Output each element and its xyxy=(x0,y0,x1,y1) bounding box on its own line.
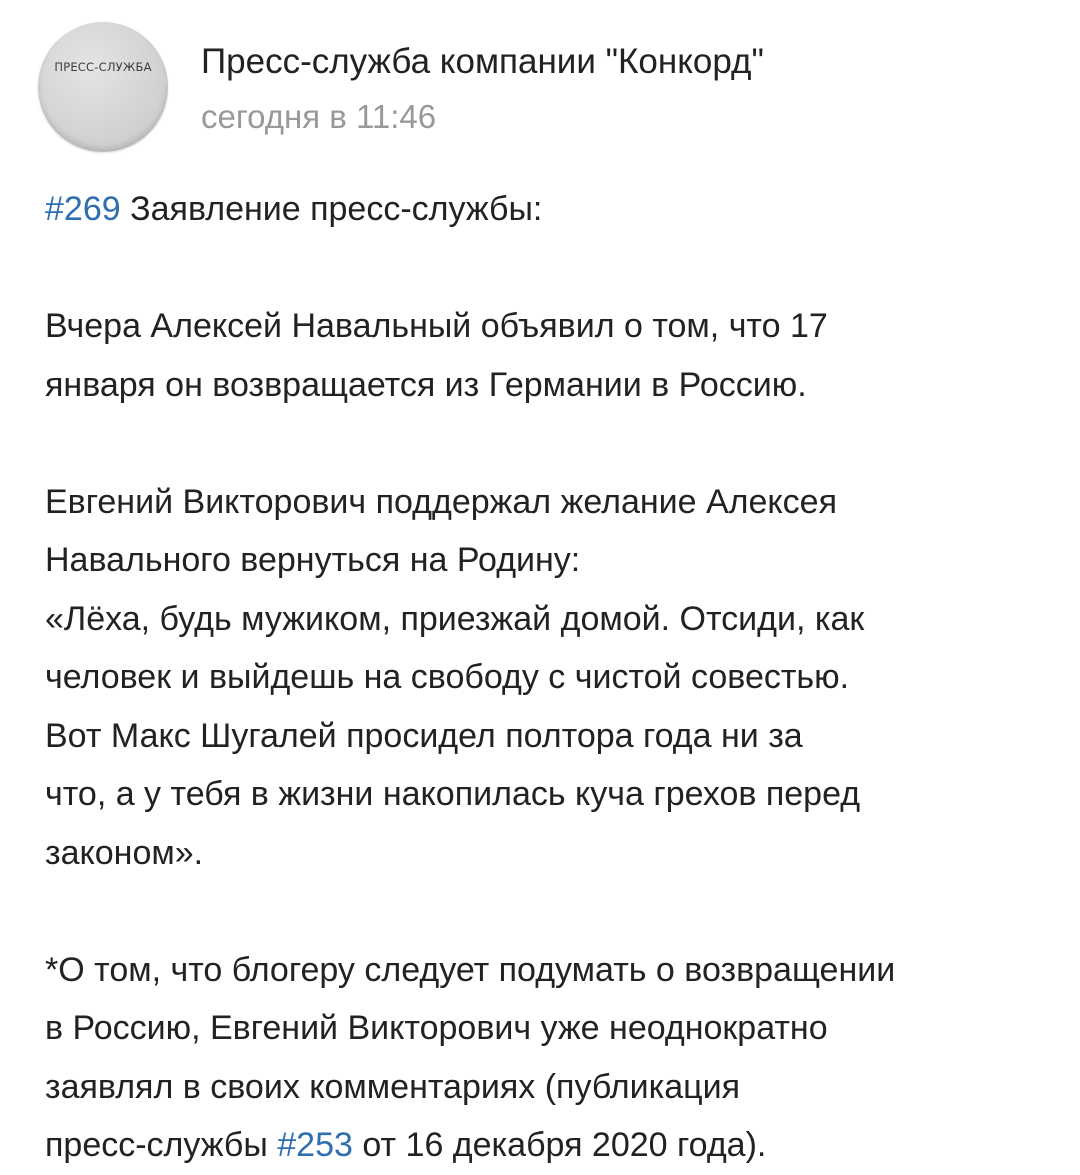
author-name[interactable]: Пресс-служба компании "Конкорд" xyxy=(201,42,764,81)
text-segment: пресс-службы xyxy=(45,1126,278,1164)
text-line: заявлял в своих комментариях (публикация xyxy=(45,1067,741,1106)
text-line: *О том, что блогеру следует подумать о возвращении xyxy=(45,950,896,989)
text-line: человек и выйдешь на свободу с чистой совестью. xyxy=(45,658,850,696)
text-line-with-hashtag xyxy=(45,1116,1055,1175)
paragraph-gap xyxy=(45,239,1055,298)
text-line: в Россию, Евгений Викторович уже неоднократно xyxy=(45,1009,828,1047)
text-line: Вчера Алексей Навальный объявил о том, что 17 xyxy=(45,307,828,345)
paragraph-gap xyxy=(45,414,1055,473)
text-line: Навального вернуться на Родину: xyxy=(45,541,581,579)
author-avatar[interactable] xyxy=(38,22,168,152)
text-line: «Лёха, будь мужиком, приезжай домой. Отсиди, как xyxy=(45,599,865,638)
paragraph-gap xyxy=(45,882,1055,941)
post-body xyxy=(45,180,1055,1175)
hashtag-link[interactable]: #253 xyxy=(277,1126,353,1164)
text-line: Вот Макс Шугалей просидел полтора года ни за xyxy=(45,716,803,755)
avatar-logo-text: ПРЕСС-СЛУЖБА xyxy=(54,60,152,74)
text-line: Евгений Викторович поддержал желание Алексея xyxy=(45,482,837,521)
post-header-line xyxy=(45,180,1055,239)
text-line: законом». xyxy=(45,833,204,872)
text-segment: от 16 декабря 2020 года). xyxy=(352,1126,767,1164)
header-text: Заявление пресс-службы: xyxy=(120,190,543,228)
text-line: января он возвращается из Германии в Россию. xyxy=(45,365,807,404)
text-line: что, а у тебя в жизни накопилась куча грехов перед xyxy=(45,775,861,813)
post-timestamp[interactable]: сегодня в 11:46 xyxy=(201,98,437,135)
hashtag-link[interactable]: #269 xyxy=(45,190,121,228)
